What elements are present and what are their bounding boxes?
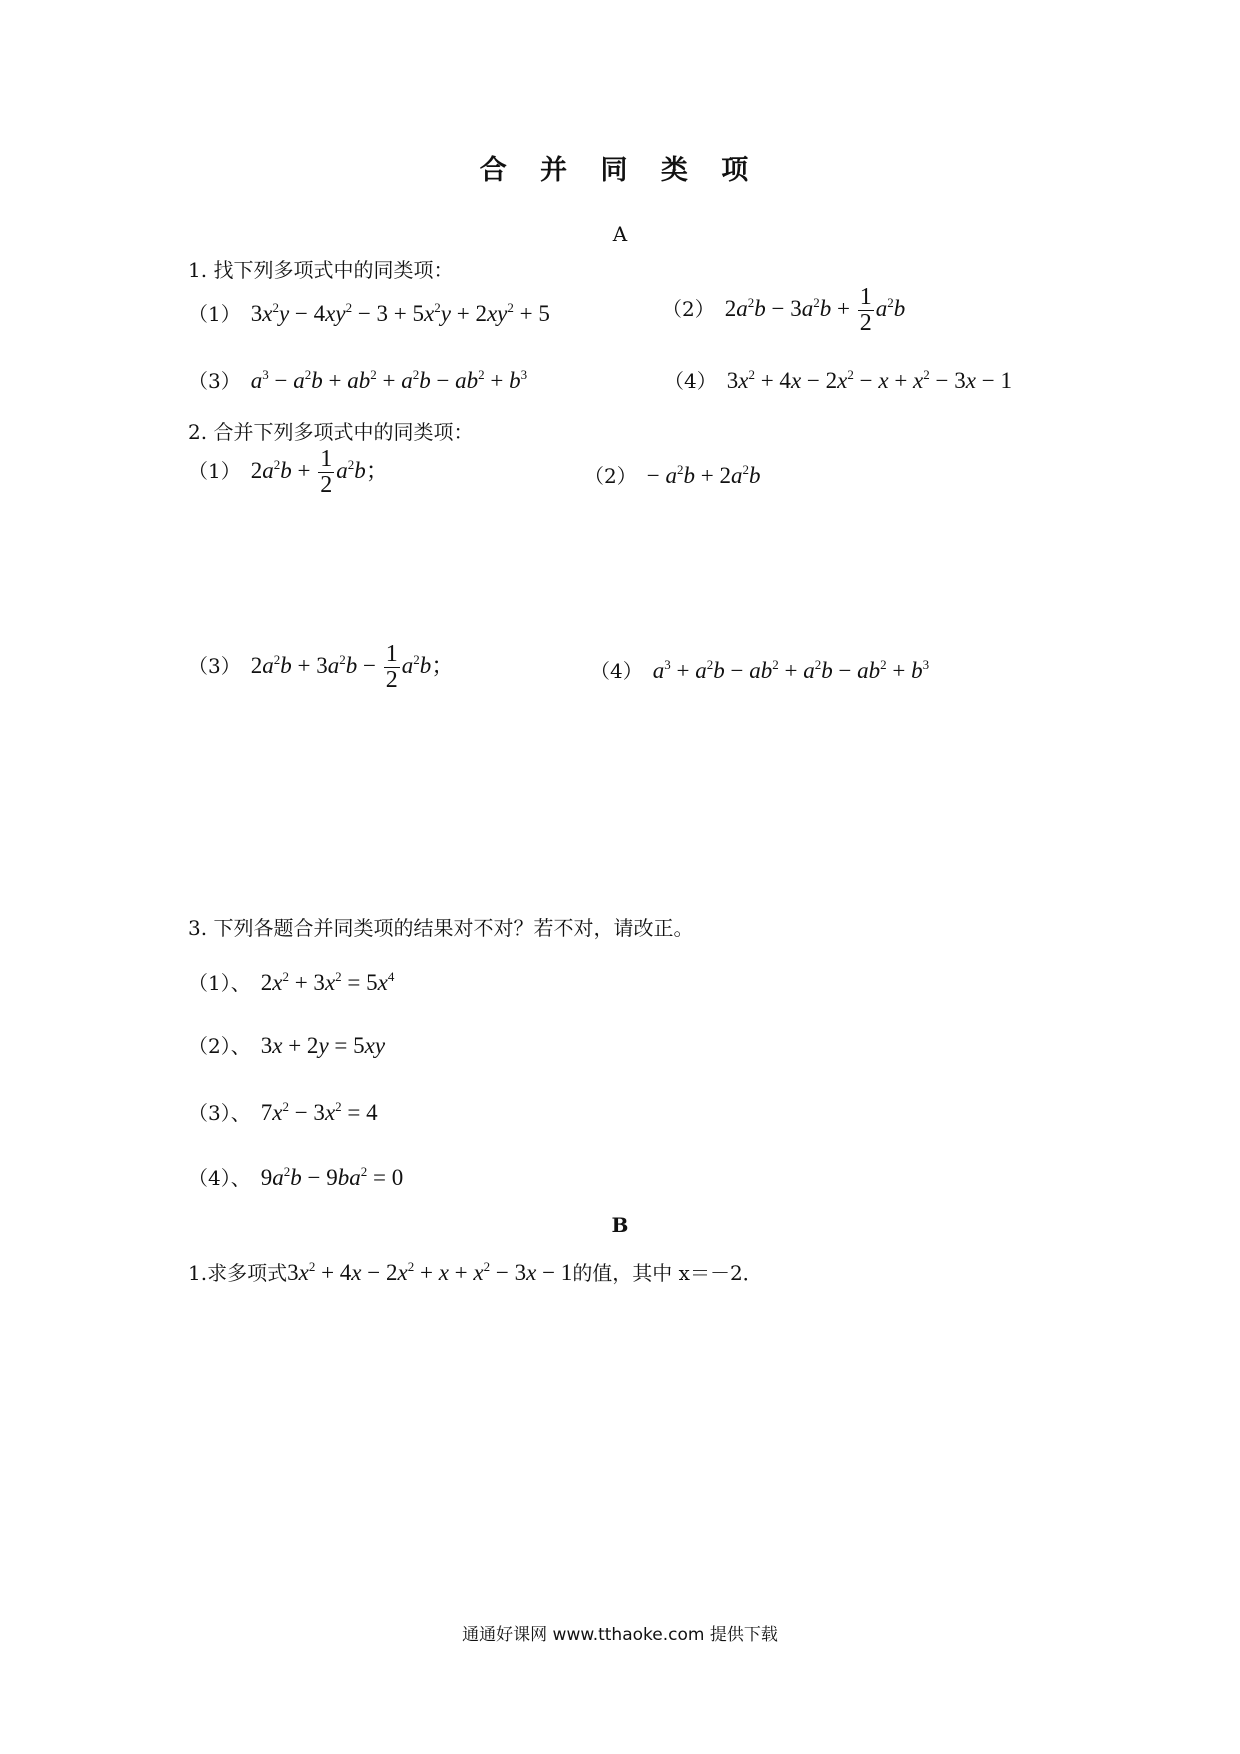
q3-item-1-expression: $2x^2 + 3x^2 = 5x^4$ xyxy=(260,969,395,995)
q3-item-2-expression: 3x + 2y = 5xy xyxy=(260,1033,386,1058)
q2-item-1 xyxy=(188,447,389,498)
fraction-one-half: $\frac{1}{2}$ xyxy=(859,284,872,337)
q3-item-3-number: （3）、 xyxy=(188,1101,251,1125)
q2-item-2-expression: − $a^2b + 2a^2b$ xyxy=(646,462,761,488)
q1-item-2-expression: $2a^2b - 3a^2b$ + $\frac{1}{2}$ $a^2b$ xyxy=(724,284,906,337)
q2-item-3-number: （3） xyxy=(188,653,241,678)
q1-item-2 xyxy=(662,285,905,336)
q1-item-1-expression: $3x^2y - 4xy^2 - 3 + 5x^2y + 2xy^2 + 5$ xyxy=(250,300,550,326)
q1-item-3-number: （3） xyxy=(188,369,241,393)
b1-expression: $3x^2 + 4x - 2x^2 + x + x^2 - 3x - 1$ xyxy=(287,1259,573,1285)
q3-item-2-number: （2）、 xyxy=(188,1034,251,1058)
q2-item-3-expression: $2a^2b + 3a^2b$ − $\frac{1}{2}$ $a^2b$； xyxy=(250,641,455,694)
q1-item-4-number: （4） xyxy=(664,369,717,393)
q2-item-1-number: （1） xyxy=(188,458,241,483)
q3-item-3-expression: $7x^2 - 3x^2 = 4$ xyxy=(260,1099,378,1125)
question-3-label: 3. 下列各题合并同类项的结果对不对？若不对，请改正。 xyxy=(188,916,694,940)
page-title: 合 并 同 类 项 xyxy=(479,155,761,186)
fraction-one-half: $\frac{1}{2}$ xyxy=(385,641,398,694)
q2-item-1-expression: $2a^2b$ + $\frac{1}{2}$ $a^2b$； xyxy=(250,446,389,499)
footer-text: 通通好课网 www.tthaoke.com 提供下载 xyxy=(462,1625,778,1645)
q1-item-2-number: （2） xyxy=(662,296,715,321)
q1-item-3 xyxy=(188,365,527,394)
q1-item-4-expression: $3x^2 + 4x - 2x^2 - x + x^2 - 3x - 1$ xyxy=(726,367,1012,393)
question-1-label: 1. 找下列多项式中的同类项： xyxy=(188,258,454,282)
q3-item-4-expression: $9a^2b - 9ba^2 = 0$ xyxy=(260,1164,404,1190)
q3-item-4 xyxy=(188,1162,403,1191)
q1-item-1-number: （1） xyxy=(188,302,241,326)
q3-item-2 xyxy=(188,1030,385,1059)
q3-item-4-number: （4）、 xyxy=(188,1166,251,1190)
q2-item-4-expression: $a^3 + a^2b - ab^2 + a^2b - ab^2 + b^3$ xyxy=(652,657,930,683)
question-2-label: 2. 合并下列多项式中的同类项： xyxy=(188,420,474,444)
q1-item-3-expression: $a^3 - a^2b + ab^2 + a^2b - ab^2 + b^3$ xyxy=(250,367,528,393)
q1-item-1 xyxy=(188,298,550,327)
section-a-heading: A xyxy=(612,222,628,246)
section-b-heading: B xyxy=(611,1213,629,1237)
q2-item-2 xyxy=(584,460,760,489)
fraction-one-half: $\frac{1}{2}$ xyxy=(320,446,333,499)
b1-prefix: 1.求多项式 xyxy=(188,1261,288,1285)
b1-suffix: 的值，其中 x＝－2． xyxy=(572,1261,763,1285)
q3-item-3 xyxy=(188,1097,378,1126)
q2-item-2-number: （2） xyxy=(584,464,637,488)
q1-item-4 xyxy=(664,365,1012,394)
b-question-1 xyxy=(188,1257,763,1286)
q2-item-4-number: （4） xyxy=(590,659,643,683)
q3-item-1-number: （1）、 xyxy=(188,971,251,995)
q2-item-4 xyxy=(590,655,929,684)
q2-item-3 xyxy=(188,642,454,693)
q3-item-1 xyxy=(188,967,394,996)
